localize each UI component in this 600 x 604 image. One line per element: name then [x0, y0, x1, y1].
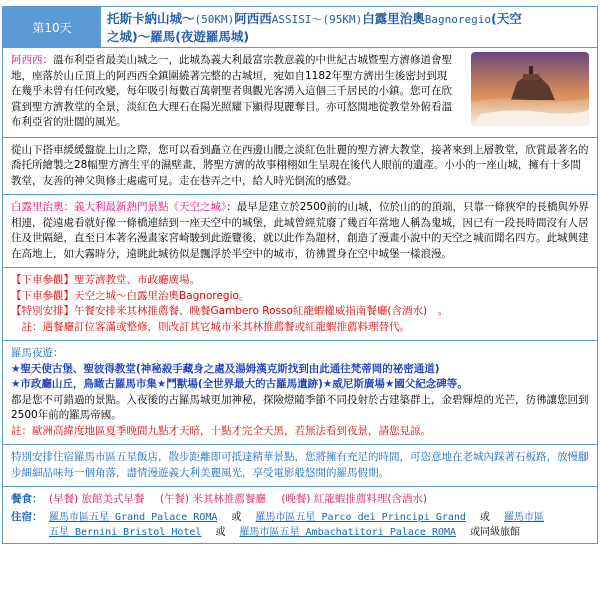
- hotel-option-3-line1[interactable]: 羅馬市區: [504, 511, 545, 523]
- hotel-row: [11, 510, 589, 540]
- bagnoregio-label: 白露里治奧：義大利最新熱門景點《天空之城》: [11, 201, 227, 213]
- night-tour-line: ★市政廳山丘，鳥瞰古羅馬市集★鬥獸場(全世界最大的古羅馬遺跡)★威尼斯廣場★國父紀念碑等。: [11, 378, 468, 390]
- hotel-option-4[interactable]: 羅馬市區五星 Ambachatitori Palace ROMA: [239, 526, 457, 538]
- or-text: 或: [231, 511, 242, 523]
- route-segment: 之城)～羅馬(夜遊羅馬城): [107, 29, 250, 44]
- meals-section: [2, 487, 598, 544]
- special-text: 特別安排住宿羅馬市區五星飯店，散步距離即可抵達精華景點，您將擁有充足的時間，可恣意地在老城內踩著石板路，放慢腳步細細品味每一個角落，盡情漫遊義大利美麗風光，享受電影般悠閒的羅馬假期。: [11, 451, 589, 479]
- notice-visit-1: 【下車參觀】聖芳濟教堂、市政廳廣場。: [11, 274, 200, 286]
- breakfast-value: 旅館美式早餐: [81, 493, 145, 505]
- night-tour-line: ★聖天使古堡、聖彼得教堂(神秘殺手藏身之處及湯姆漢克斯找到由此通往梵蒂岡的祕密通道): [11, 362, 440, 375]
- assisi-label: 阿西西：: [11, 54, 53, 66]
- hotel-option-2[interactable]: 羅馬市區五星 Parco dei Principi Grand: [255, 511, 466, 523]
- breakfast-tag: (早餐): [49, 493, 79, 505]
- hotel-option-3-line2[interactable]: 五星 Bernini Bristol Hotel: [49, 526, 202, 538]
- notice-section: [2, 268, 598, 341]
- meals-label: 餐食：: [11, 493, 43, 505]
- sky-city-photo: [471, 52, 589, 126]
- route-segment: 白露里治奧: [362, 11, 425, 26]
- bagnoregio-section: [2, 195, 598, 268]
- route-title: [101, 7, 597, 47]
- hotel-option-1[interactable]: 羅馬市區五星 Grand Palace ROMA: [49, 511, 218, 523]
- notice-footnote: 註：遇餐廳訂位客滿或整修，則改訂其它城市米其林推薦餐或紅龍蝦推薦料理替代。: [11, 320, 410, 333]
- assisi-detail-text: 從山下搭車緩緩盤旋上山之際，您可以看到矗立在西邊山腰之淡紅色壯麗的聖方濟大教堂，接著來到上層教堂，欣賞最著名的喬托所繪製之28幅聖方濟生平的濕壁畫，將聖方濟的故事栩栩如生呈現在後代人眼前的遺產。小小的一座山城，擁有十多間教堂，友善的神父與修士處處可見。走在巷弄之中，給人時光倒流的感覺。: [11, 143, 589, 187]
- hotel-label: 住宿：: [11, 510, 43, 523]
- route-segment: 阿西西: [234, 11, 272, 26]
- route-segment: 托斯卡納山城～: [107, 11, 195, 26]
- assisi-text: 溫布利亞省最美山城之一，此城為義大利最富宗教意義的中世紀古城暨聖方濟修道會聖地，座落於山丘頂上的阿西西全鎮圍繞著完整的古城垣，宛如自1182年聖方濟出生後密封到現在幾乎未曾有任何改變，每年吸引每數百萬朝聖者與觀光客湧入這個三千居民的小鎮。您可在欣賞到聖方濟教堂的全景，淡紅色大理石在陽光照耀下顯得現麗奪目。亦可悠閒地從教堂外俯看溫布利亞省的壯闊的風光。: [11, 54, 452, 128]
- night-tour-section: [2, 341, 598, 445]
- route-segment: (天空: [491, 11, 522, 26]
- night-tour-title: 羅馬夜遊：: [11, 347, 64, 359]
- route-segment-en: Bagnoregio: [424, 13, 492, 26]
- route-distance: ASSISI～(95KM): [271, 13, 363, 26]
- or-text: 或: [479, 511, 490, 523]
- meals-row: [11, 492, 589, 508]
- or-text: 或: [215, 526, 226, 538]
- notice-visit-2: 【下車參觀】天空之城～白露里治奧Bagnoregio。: [11, 289, 250, 302]
- bagnoregio-text: ：最早是建立於2500前的山城，位於山的的頂端，只靠一條狹窄的長橋與外界相連，從遠處看就好像一條橋連結到一座天空中的城堡，此城曾經荒廢了幾百年當地人稱為鬼城，因已有一段長時間沒有人居住及世隔絕，直至日本著名漫畫家宮崎駿到此遊覽後，就以此作為題材，創造了漫畫小說中的天空之城而聞名四方。此城興建在高地上，如大霧時分，遠眺此城彷似是飄浮於半空中的城市，彷彿置身在空中城堡一樣浪漫。: [11, 201, 589, 260]
- day-badge: 第10天: [3, 7, 101, 47]
- lunch-value: 米其林推薦餐廳: [192, 493, 266, 505]
- special-section: [2, 445, 598, 487]
- route-distance: (50KM): [194, 13, 235, 26]
- dinner-value: 紅龍蝦推薦料理(含酒水): [313, 493, 428, 505]
- assisi-detail: [2, 138, 598, 196]
- dinner-tag: (晚餐): [281, 493, 311, 505]
- night-tour-note: 註：歐洲高緯度地區夏季晚間九點才天暗，十點才完全天黑，若無法看到夜景，請您見諒。: [11, 424, 431, 437]
- itinerary-page: [2, 6, 598, 544]
- notice-special: 【特別安排】午餐安排米其林推薦餐、晚餐Gambero Rosso紅龍蝦權威指南餐廳(含酒水) 。: [11, 305, 449, 317]
- assisi-section: [2, 48, 598, 138]
- day-header: [2, 6, 598, 48]
- lunch-tag: (午餐): [159, 493, 190, 505]
- night-tour-description: 都是您不可錯過的景點。入夜後的古羅馬城更加神秘，探險燈隨季節不同投射於古建築群上，金碧輝煌的光芒，彷彿讓您回到2500年前的羅馬帝國。: [11, 393, 589, 421]
- or-same-level-text: 或同級旅館: [470, 526, 521, 538]
- sky-city-image: [471, 52, 589, 126]
